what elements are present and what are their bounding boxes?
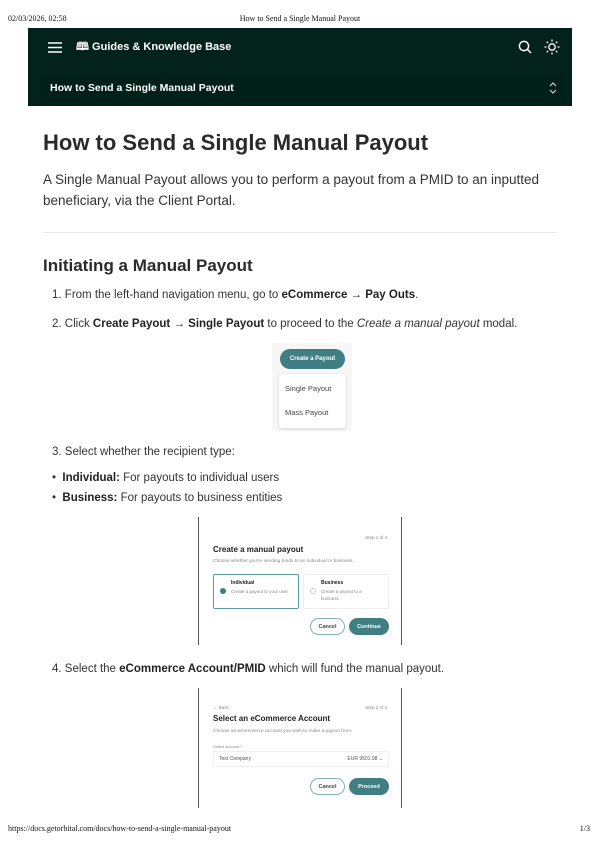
- top-nav: [28, 28, 572, 106]
- book-icon: 🕮: [76, 40, 89, 53]
- field-label: Select account *: [213, 744, 242, 749]
- cancel-button: Cancel: [310, 778, 345, 795]
- page-selector-label: How to Send a Single Manual Payout: [50, 82, 234, 94]
- divider: [43, 232, 557, 233]
- chevron-updown-icon: [549, 82, 557, 94]
- modal-subtitle: Choose an eCommerce account you wish to make a payout from.: [213, 729, 353, 734]
- menu-item-mass-payout: Mass Payout: [285, 408, 329, 417]
- modal1-screenshot: [198, 517, 402, 645]
- option-individual: Individual Create a payout to your user: [213, 574, 299, 609]
- print-datetime: 02/03/2026, 02:58: [8, 14, 67, 23]
- account-select: Test Company EUR 9501.98 ⌄: [213, 751, 389, 767]
- modal2-screenshot: [198, 688, 402, 808]
- menu-item-single-payout: Single Payout: [285, 384, 332, 393]
- cancel-button: Cancel: [310, 618, 345, 635]
- bullet-individual: • Individual: For payouts to individual users: [52, 472, 280, 484]
- modal-title: Create a manual payout: [213, 545, 304, 554]
- continue-button: Continue: [349, 618, 389, 635]
- step-1: 1. From the left-hand navigation menu, go to eCommerce → Pay Outs.: [52, 289, 419, 301]
- bullet-business: • Business: For payouts to business entities: [52, 492, 283, 504]
- proceed-button: Proceed: [349, 778, 389, 795]
- create-payout-button: Create a Payout: [280, 349, 345, 369]
- section-title: Initiating a Manual Payout: [43, 256, 253, 275]
- menu-icon[interactable]: [48, 42, 62, 53]
- back-link: ← Back: [213, 705, 229, 710]
- step-4: 4. Select the eCommerce Account/PMID which will fund the manual payout.: [52, 663, 445, 675]
- print-page: 1/3: [579, 824, 590, 833]
- page-selector[interactable]: [40, 74, 565, 102]
- step-3: 3. Select whether the recipient type:: [52, 446, 235, 458]
- step-2: 2. Click Create Payout → Single Payout to proceed to the Create a manual payout modal.: [52, 318, 518, 330]
- search-icon[interactable]: [518, 40, 532, 54]
- theme-toggle-icon[interactable]: [544, 39, 560, 55]
- step-label: Step 2 of 4: [365, 705, 387, 710]
- option-business: Business Create a payout to a business: [303, 574, 389, 609]
- page-title: How to Send a Single Manual Payout: [43, 130, 429, 155]
- print-title: How to Send a Single Manual Payout: [239, 14, 361, 23]
- lead-paragraph: A Single Manual Payout allows you to perform a payout from a PMID to an inputted beneficiary, via the Client Portal.: [43, 172, 540, 208]
- print-url: https://docs.getorbital.com/docs/how-to-send-a-single-manual-payout: [8, 824, 232, 833]
- site-title[interactable]: Guides & Knowledge Base: [92, 40, 232, 53]
- menu-screenshot: [272, 343, 352, 431]
- step-label: Step 1 of 4: [365, 535, 387, 540]
- modal-subtitle: Choose whether you're sending funds to an individual or business.: [213, 559, 354, 564]
- modal-title: Select an eCommerce Account: [213, 714, 331, 723]
